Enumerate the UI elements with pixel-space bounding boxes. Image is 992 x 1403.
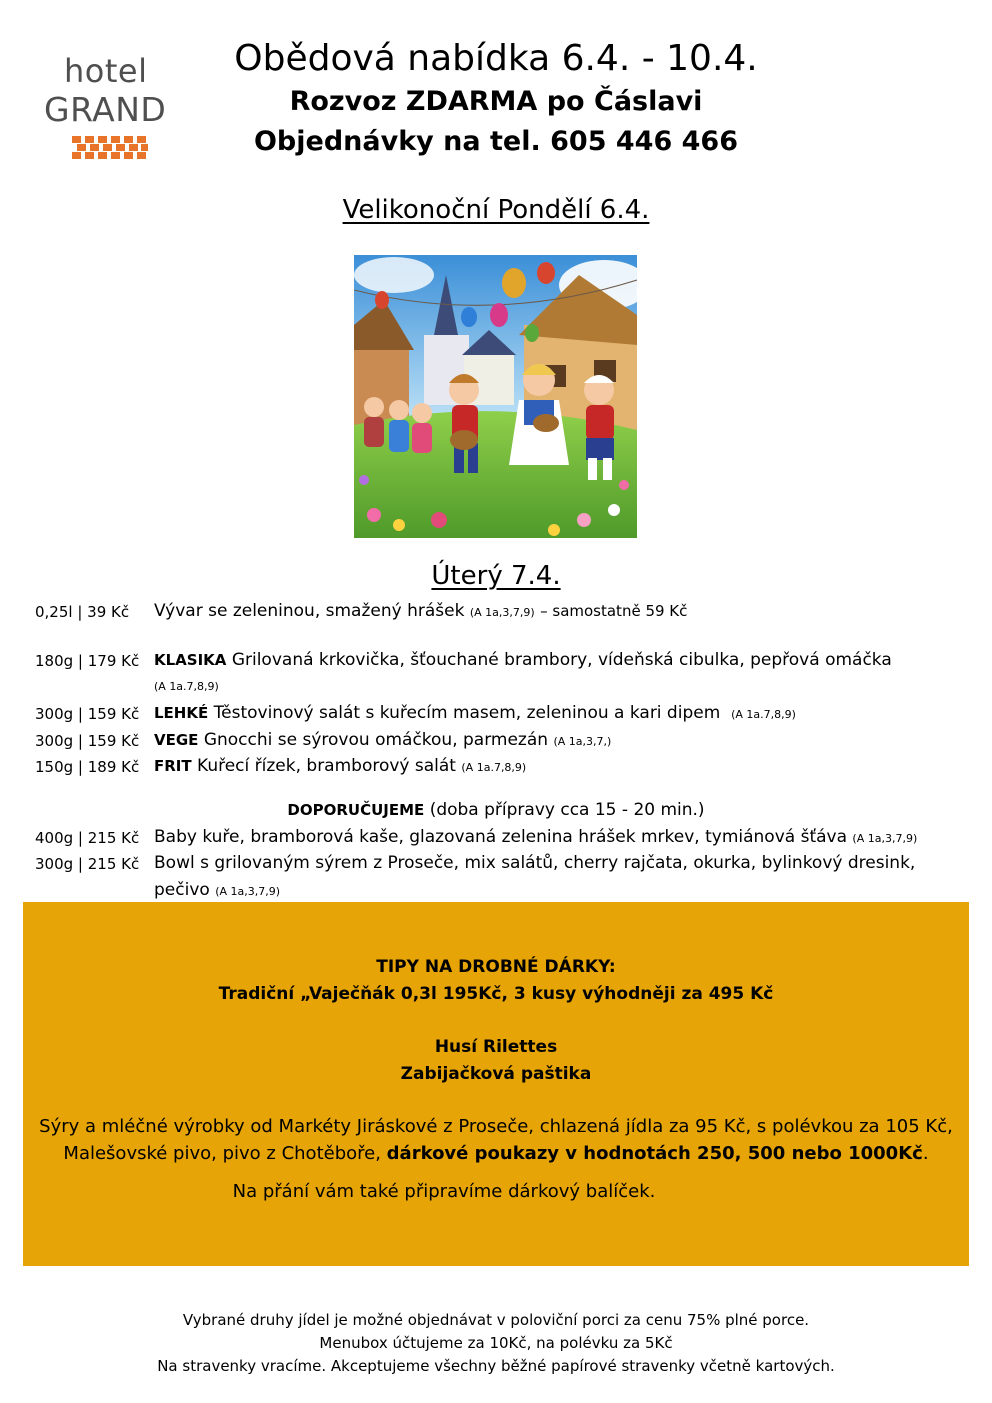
recommend-label: DOPORUČUJEME	[287, 801, 425, 819]
dish-name: Grilovaná krkovička, šťouchané brambory, vídeňská cibulka, pepřová omáčka	[231, 650, 892, 670]
dish-allergens: (A 1a,3,7,9)	[852, 832, 918, 845]
tips-heading: TIPY NA DROBNÉ DÁRKY:	[376, 957, 616, 977]
tips-eggnog: Tradiční „Vaječňák 0,3l 195Kč, 3 kusy výhodněji za 495 Kč	[218, 984, 774, 1004]
delivery-info: Rozvoz ZDARMA po Čáslavi	[289, 86, 703, 117]
easter-illustration	[354, 255, 637, 538]
dish-allergens: (A 1a.7,8,9)	[731, 708, 796, 721]
tips-vouchers: dárkové poukazy v hodnotách 250, 500 nebo 1000Kč	[386, 1143, 923, 1164]
dish-description	[154, 703, 796, 723]
tips-beer-vouchers-line	[23, 1143, 969, 1164]
tips-rillettes: Husí Rilettes	[434, 1037, 558, 1057]
dish-tag: KLASIKA	[154, 651, 227, 669]
dish-portion: 300g | 159 Kč	[35, 732, 140, 750]
dish-allergens: (A 1a.7,8,9)	[154, 680, 219, 693]
soup-description	[154, 601, 687, 621]
dish-allergens: (A 1a.7,8,9)	[461, 761, 527, 774]
recommend-prep-time: (doba přípravy cca 15 - 20 min.)	[429, 800, 705, 820]
dish-description	[154, 730, 611, 750]
dish-name: Bowl s grilovaným sýrem z Proseče, mix salátů, cherry rajčata, okurka, bylinkový dresink,	[154, 853, 916, 873]
dish-description	[154, 880, 280, 900]
dish-name: Gnocchi se sýrovou omáčkou, parmezán	[203, 730, 549, 750]
dish-tag: LEHKÉ	[154, 704, 209, 722]
tuesday-heading	[0, 561, 992, 591]
footer-menubox: Menubox účtujeme za 10Kč, na polévku za 5Kč	[319, 1334, 673, 1352]
order-phone: Objednávky na tel. 605 446 466	[253, 126, 739, 157]
monday-heading	[0, 195, 992, 225]
dish-allergens: (A 1a,3,7,9)	[215, 885, 281, 898]
tips-period: .	[922, 1143, 929, 1164]
dish-name: Těstovinový salát s kuřecím masem, zeleninou a kari dipem	[213, 703, 721, 723]
dish-tag: FRIT	[154, 757, 192, 775]
page-title: Obědová nabídka 6.4. - 10.4.	[234, 38, 758, 79]
logo-hotel-text: hotel	[64, 52, 148, 90]
soup-allergens: (A 1a,3,7,9)	[469, 606, 535, 619]
tips-beer: Malešovské pivo, pivo z Chotěboře,	[63, 1143, 381, 1164]
soup-note: – samostatně 59 Kč	[540, 602, 688, 620]
gift-tips-box	[23, 902, 969, 1266]
footer-half-portion: Vybrané druhy jídel je možné objednávat v poloviční porci za cenu 75% plné porce.	[182, 1311, 810, 1329]
tips-gift-package: Na přání vám také připravíme dárkový balíček.	[232, 1181, 656, 1202]
soup-name: Vývar se zeleninou, smažený hrášek	[154, 601, 465, 621]
dish-portion: 400g | 215 Kč	[35, 829, 140, 847]
dish-portion: 180g | 179 Kč	[35, 652, 140, 670]
monday-heading-text: Velikonoční Pondělí 6.4.	[342, 195, 650, 225]
dish-name-continued: pečivo	[154, 880, 210, 900]
hotel-grand-logo	[44, 52, 179, 162]
dish-name: Baby kuře, bramborová kaše, glazovaná zelenina hrášek mrkev, tymiánová šťáva	[154, 827, 847, 847]
recommend-heading	[0, 800, 992, 820]
dish-portion: 300g | 215 Kč	[35, 855, 140, 873]
tuesday-heading-text: Úterý 7.4.	[431, 561, 561, 591]
dish-tag: VEGE	[154, 731, 199, 749]
dish-description	[154, 827, 917, 847]
dish-portion: 150g | 189 Kč	[35, 758, 140, 776]
menu-header	[190, 36, 802, 162]
dish-portion: 300g | 159 Kč	[35, 705, 140, 723]
dish-name: Kuřecí řízek, bramborový salát	[197, 756, 456, 776]
soup-portion: 0,25l | 39 Kč	[35, 603, 130, 621]
logo-grand-text: GRAND	[44, 90, 167, 129]
dish-allergens: (A 1a,3,7,)	[553, 735, 612, 748]
dish-description	[154, 650, 892, 670]
tips-pate: Zabijačková paštika	[400, 1064, 592, 1084]
footer-meal-vouchers: Na stravenky vracíme. Akceptujeme všechny běžné papírové stravenky včetně kartových.	[157, 1357, 835, 1375]
logo-checker-pattern	[72, 136, 150, 160]
dish-description	[154, 756, 526, 776]
tips-cheese-line: Sýry a mléčné výrobky od Markéty Jiráskové z Proseče, chlazená jídla za 95 Kč, s polévkou za 105 Kč,	[39, 1116, 953, 1137]
